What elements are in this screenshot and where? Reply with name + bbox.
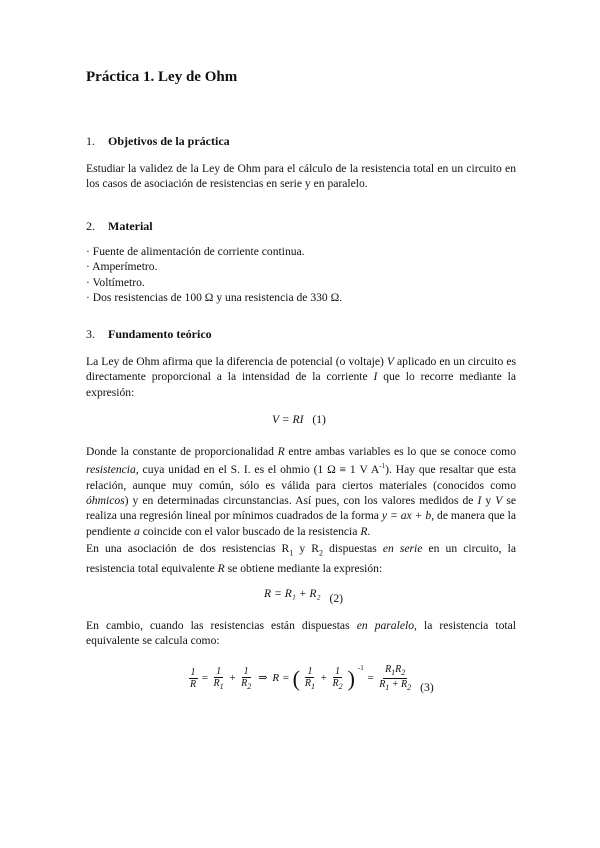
equals-sign: =	[366, 671, 375, 684]
fraction-1-over-R1: $\frac{1}{R_1}$	[304, 665, 316, 691]
implies-arrow: ⇒	[258, 671, 268, 684]
right-paren: )	[347, 665, 355, 691]
material-item: · Dos resistencias de 100 Ω y una resistencia de 330 Ω.	[86, 291, 343, 305]
equation-2-number: (2)	[329, 592, 343, 605]
text-run: en un circuito, la resistencia total equivalente	[86, 542, 516, 575]
var-R: R	[360, 524, 368, 538]
fundamento-paragraph-1	[86, 354, 516, 400]
equals-sign: =	[201, 671, 209, 684]
text-run: En cambio, cuando las resistencias están dispuestas	[86, 619, 350, 632]
section-heading-objetivos	[86, 134, 230, 149]
text-run: .	[367, 524, 371, 538]
text-run: y R	[299, 542, 319, 555]
var-I: I	[373, 370, 378, 384]
objetivos-paragraph: Estudiar la validez de la Ley de Ohm para el cálculo de la resistencia total en un circuito en los casos de asociación de resistencias en serie y en paralelo.	[86, 162, 516, 191]
section-title: Objetivos de la práctica	[108, 134, 230, 148]
material-item: · Voltímetro.	[86, 275, 145, 289]
text-run: , cuya unidad en el S. I. es el ohmio (1 Ω ≡ 1 V A	[135, 463, 380, 477]
formula-linear: y = ax + b	[381, 509, 432, 523]
subscript: 2	[319, 548, 323, 558]
term-en-serie: en serie	[382, 542, 423, 555]
fundamento-paragraph-4	[86, 618, 516, 649]
equals-sign: =	[282, 671, 290, 684]
section-heading-material	[86, 219, 153, 234]
text-run: Donde la constante de proporcionalidad	[86, 445, 274, 458]
var-R: R	[272, 671, 280, 684]
plus-sign: +	[320, 671, 328, 684]
section-number: 3.	[86, 327, 95, 341]
material-item: · Fuente de alimentación de corriente continua.	[86, 245, 305, 258]
term-resistencia: resistencia	[86, 463, 136, 477]
equation-2	[264, 586, 343, 605]
left-paren: (	[292, 665, 300, 691]
text-run: , de manera que la pendiente	[86, 509, 516, 538]
text-run: que lo recorre mediante la expresión:	[86, 370, 516, 399]
fraction-1-over-R2: $\frac{1}{R_2}$	[332, 665, 343, 691]
text-run: ) y en determinadas circunstancias. Así pues, con los valores medidos de	[124, 494, 474, 508]
subscript: 1	[289, 548, 294, 558]
text-run: y	[485, 494, 492, 508]
equation-1-number: (1)	[312, 413, 326, 426]
var-R: R	[277, 445, 285, 458]
section-number: 1.	[86, 134, 95, 148]
term-ohmicos: óhmicos	[86, 494, 125, 508]
text-run: , la resistencia total equivalente se calcula como:	[86, 619, 517, 648]
section-title: Fundamento teórico	[108, 327, 212, 341]
var-V: V	[386, 355, 394, 368]
text-run: coincide con el valor buscado de la resistencia	[142, 524, 358, 538]
fraction-1-over-R2: $\frac{1}{R_2}$	[241, 665, 252, 691]
document-title: Práctica 1. Ley de Ohm	[86, 69, 238, 85]
exponent: -1	[379, 462, 386, 471]
text-run: se realiza una regresión lineal por mínimos cuadrados de la forma	[86, 494, 517, 523]
equation-1	[272, 412, 326, 427]
equation-1-expr: V = RI	[272, 413, 304, 426]
fraction-1-over-R1: $\frac{1}{R_1}$	[213, 665, 224, 691]
var-I: I	[477, 494, 482, 508]
section-title: Material	[108, 219, 153, 233]
section-number: 2.	[86, 219, 95, 233]
fraction-product-over-sum: $\frac{R_1R_2}{R_1 + R_2}$	[379, 664, 412, 692]
section-heading-fundamento	[86, 327, 212, 342]
text-run: dispuestas	[329, 542, 377, 555]
text-run: La Ley de Ohm afirma que la diferencia de potencial (o voltaje)	[86, 355, 384, 368]
fraction-1-over-R: $\frac{1}{R}$	[190, 667, 197, 690]
text-run: entre ambas variables es lo que se conoce como	[288, 445, 516, 458]
text-run: se obtiene mediante la expresión:	[227, 561, 383, 575]
fundamento-paragraph-3	[86, 541, 516, 576]
material-list	[86, 244, 516, 306]
text-run: ). Hay que resaltar que esta relación, aunque muy común, sólo es válida para ciertos materiales (conocidos como	[86, 463, 517, 492]
term-en-paralelo: en paralelo	[356, 619, 414, 632]
var-R: R	[217, 561, 225, 575]
equation-2-expr: R = R₁ + R₂	[264, 587, 321, 600]
equation-3-number: (3)	[420, 680, 434, 694]
text-run: En una asociación de dos resistencias R	[86, 542, 290, 555]
var-V: V	[495, 494, 503, 508]
var-a: a	[133, 524, 140, 538]
fundamento-paragraph-2	[86, 444, 516, 539]
exponent-minus-one: -1	[357, 663, 364, 672]
plus-sign: +	[228, 671, 237, 684]
text-run: aplicado en un circuito es directamente proporcional a la intensidad de la corriente	[86, 355, 517, 384]
equation-3	[188, 664, 434, 693]
material-item: · Amperímetro.	[86, 260, 158, 274]
